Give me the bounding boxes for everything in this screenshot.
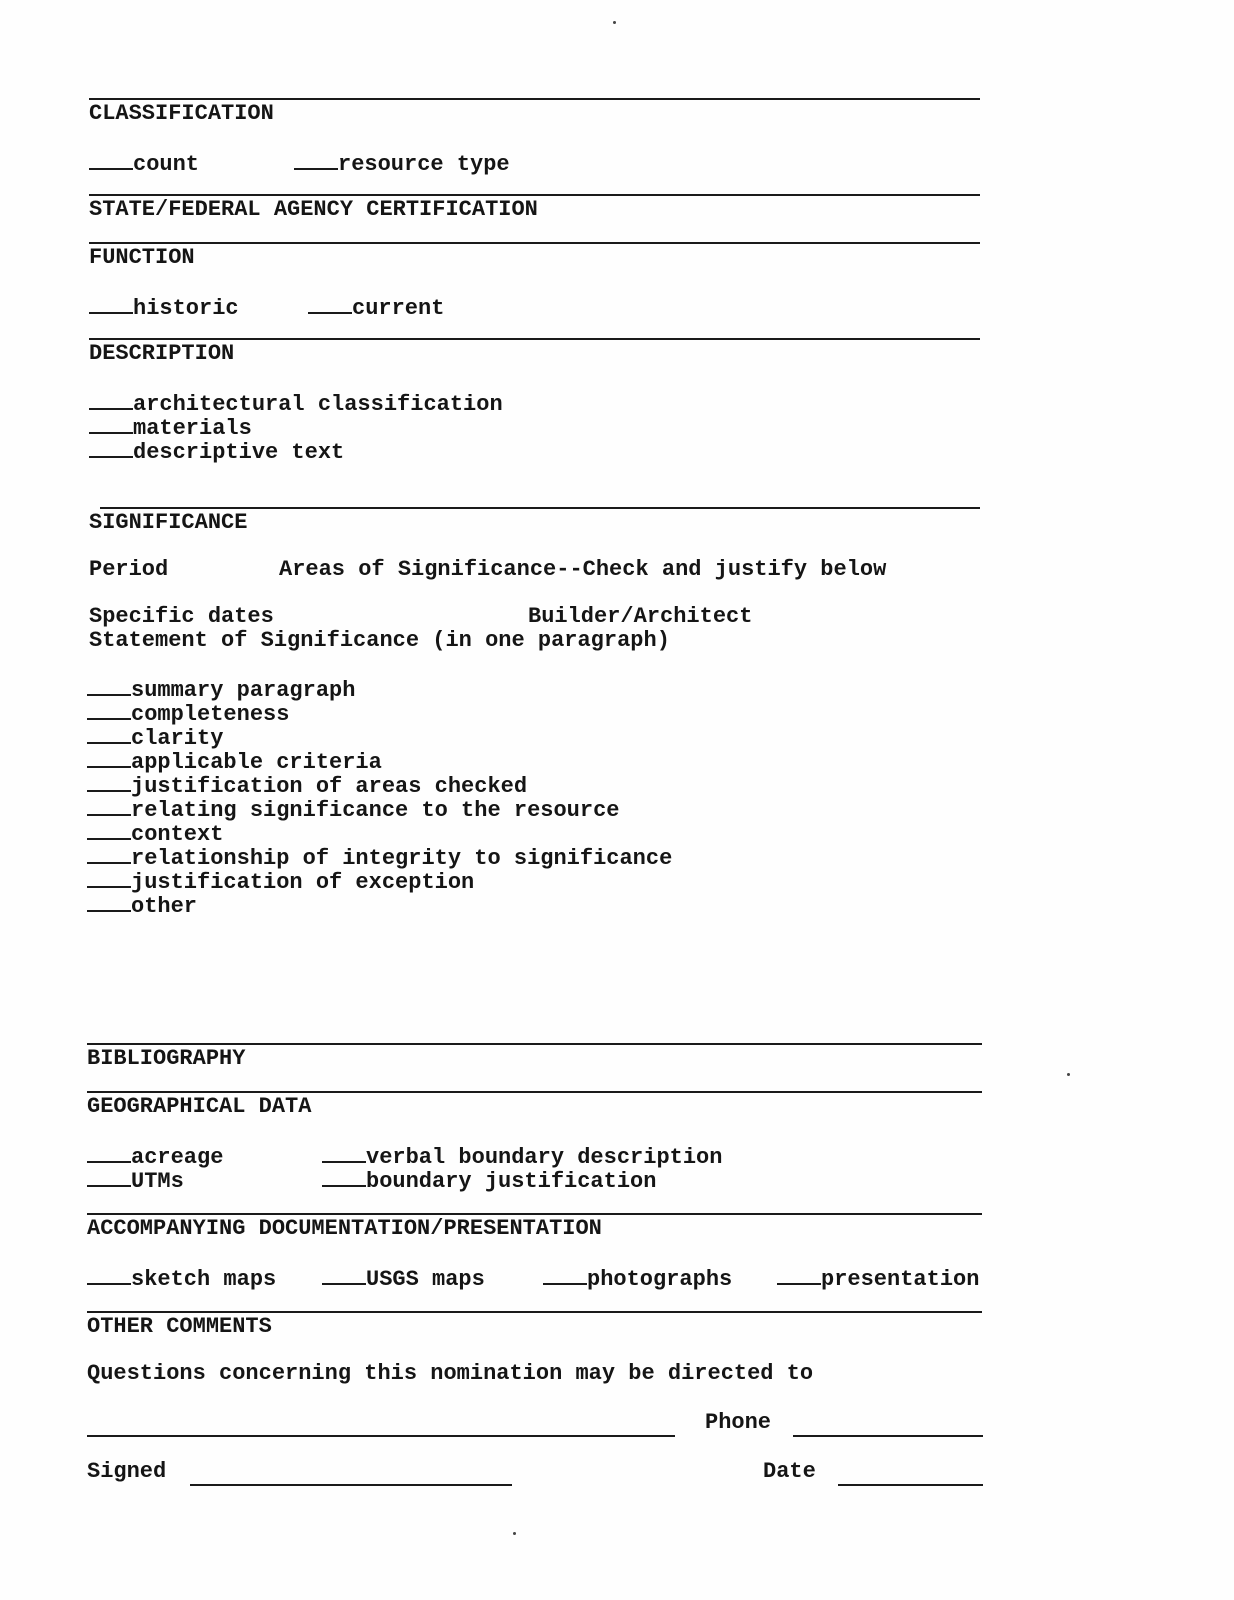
scan-speck — [513, 1532, 516, 1535]
checkbox-item-utms[interactable]: UTMs — [87, 1167, 184, 1194]
scan-speck — [1067, 1073, 1070, 1076]
check-blank[interactable] — [87, 796, 131, 816]
builder-architect-label: Builder/Architect — [528, 604, 753, 629]
section-rule — [87, 1091, 982, 1093]
check-blank[interactable] — [322, 1167, 366, 1187]
checkbox-item-current[interactable]: current — [308, 294, 444, 321]
checkbox-item-relationship-of-integrity[interactable]: relationship of integrity to significance — [87, 844, 672, 871]
checkbox-item-photographs[interactable]: photographs — [543, 1265, 732, 1292]
check-blank[interactable] — [87, 820, 131, 840]
checkbox-item-clarity[interactable]: clarity — [87, 724, 223, 751]
checkbox-item-justification-of-exception[interactable]: justification of exception — [87, 868, 474, 895]
specific-dates-label: Specific dates — [89, 604, 274, 629]
date-field[interactable] — [838, 1484, 983, 1486]
date-label: Date — [763, 1459, 816, 1484]
check-blank[interactable] — [87, 700, 131, 720]
check-blank[interactable] — [308, 294, 352, 314]
accompanying-documentation-heading: ACCOMPANYING DOCUMENTATION/PRESENTATION — [87, 1216, 602, 1241]
check-blank[interactable] — [87, 772, 131, 792]
check-blank[interactable] — [87, 1167, 131, 1187]
state-federal-heading: STATE/FEDERAL AGENCY CERTIFICATION — [89, 197, 538, 222]
checkbox-item-materials[interactable]: materials — [89, 414, 252, 441]
check-blank[interactable] — [89, 294, 133, 314]
check-blank[interactable] — [87, 1265, 131, 1285]
check-blank[interactable] — [87, 748, 131, 768]
areas-of-significance-label: Areas of Significance--Check and justify below — [279, 557, 887, 582]
statement-of-significance-label: Statement of Significance (in one paragraph) — [89, 628, 670, 653]
period-label: Period — [89, 557, 169, 582]
phone-label: Phone — [705, 1410, 772, 1435]
check-blank[interactable] — [89, 390, 133, 410]
signed-label: Signed — [87, 1459, 167, 1484]
signature-field[interactable] — [190, 1484, 512, 1486]
check-blank[interactable] — [322, 1265, 366, 1285]
check-blank[interactable] — [87, 1143, 131, 1163]
checkbox-item-boundary-justification[interactable]: boundary justification — [322, 1167, 656, 1194]
section-rule — [89, 242, 980, 244]
check-blank[interactable] — [89, 150, 133, 170]
questions-text: Questions concerning this nomination may be directed to — [87, 1361, 814, 1386]
checkbox-item-historic[interactable]: historic — [89, 294, 239, 321]
check-blank[interactable] — [87, 868, 131, 888]
checkbox-item-descriptive-text[interactable]: descriptive text — [89, 438, 344, 465]
section-rule — [87, 1213, 982, 1215]
checkbox-item-usgs-maps[interactable]: USGS maps — [322, 1265, 485, 1292]
checkbox-item-applicable-criteria[interactable]: applicable criteria — [87, 748, 382, 775]
section-rule — [87, 1311, 982, 1313]
check-blank[interactable] — [87, 844, 131, 864]
checkbox-item-completeness[interactable]: completeness — [87, 700, 289, 727]
description-heading: DESCRIPTION — [89, 341, 235, 366]
check-blank[interactable] — [89, 438, 133, 458]
section-rule — [87, 1043, 982, 1045]
checkbox-item-resource-type[interactable]: resource type — [294, 150, 510, 177]
scan-speck — [613, 21, 616, 24]
checkbox-item-verbal-boundary[interactable]: verbal boundary description — [322, 1143, 722, 1170]
checkbox-item-context[interactable]: context — [87, 820, 223, 847]
check-blank[interactable] — [87, 892, 131, 912]
checkbox-item-presentation[interactable]: presentation — [777, 1265, 979, 1292]
checkbox-item-relating-significance[interactable]: relating significance to the resource — [87, 796, 619, 823]
section-rule — [100, 507, 980, 509]
phone-field[interactable] — [793, 1435, 983, 1437]
checkbox-item-other[interactable]: other — [87, 892, 197, 919]
checkbox-item-count[interactable]: count — [89, 150, 199, 177]
section-rule — [89, 98, 980, 100]
check-blank[interactable] — [543, 1265, 587, 1285]
classification-heading: CLASSIFICATION — [89, 101, 274, 126]
check-blank[interactable] — [777, 1265, 821, 1285]
bibliography-heading: BIBLIOGRAPHY — [87, 1046, 246, 1071]
check-blank[interactable] — [89, 414, 133, 434]
other-comments-heading: OTHER COMMENTS — [87, 1314, 272, 1339]
section-rule — [89, 338, 980, 340]
section-rule — [89, 194, 980, 196]
check-blank[interactable] — [87, 676, 131, 696]
checkbox-item-acreage[interactable]: acreage — [87, 1143, 223, 1170]
significance-heading: SIGNIFICANCE — [89, 510, 248, 535]
checkbox-item-justification-of-areas[interactable]: justification of areas checked — [87, 772, 527, 799]
check-blank[interactable] — [322, 1143, 366, 1163]
geographical-data-heading: GEOGRAPHICAL DATA — [87, 1094, 312, 1119]
checkbox-item-summary-paragraph[interactable]: summary paragraph — [87, 676, 355, 703]
checkbox-item-sketch-maps[interactable]: sketch maps — [87, 1265, 276, 1292]
check-blank[interactable] — [294, 150, 338, 170]
check-blank[interactable] — [87, 724, 131, 744]
checkbox-item-architectural-classification[interactable]: architectural classification — [89, 390, 503, 417]
function-heading: FUNCTION — [89, 245, 195, 270]
contact-name-field[interactable] — [87, 1435, 675, 1437]
